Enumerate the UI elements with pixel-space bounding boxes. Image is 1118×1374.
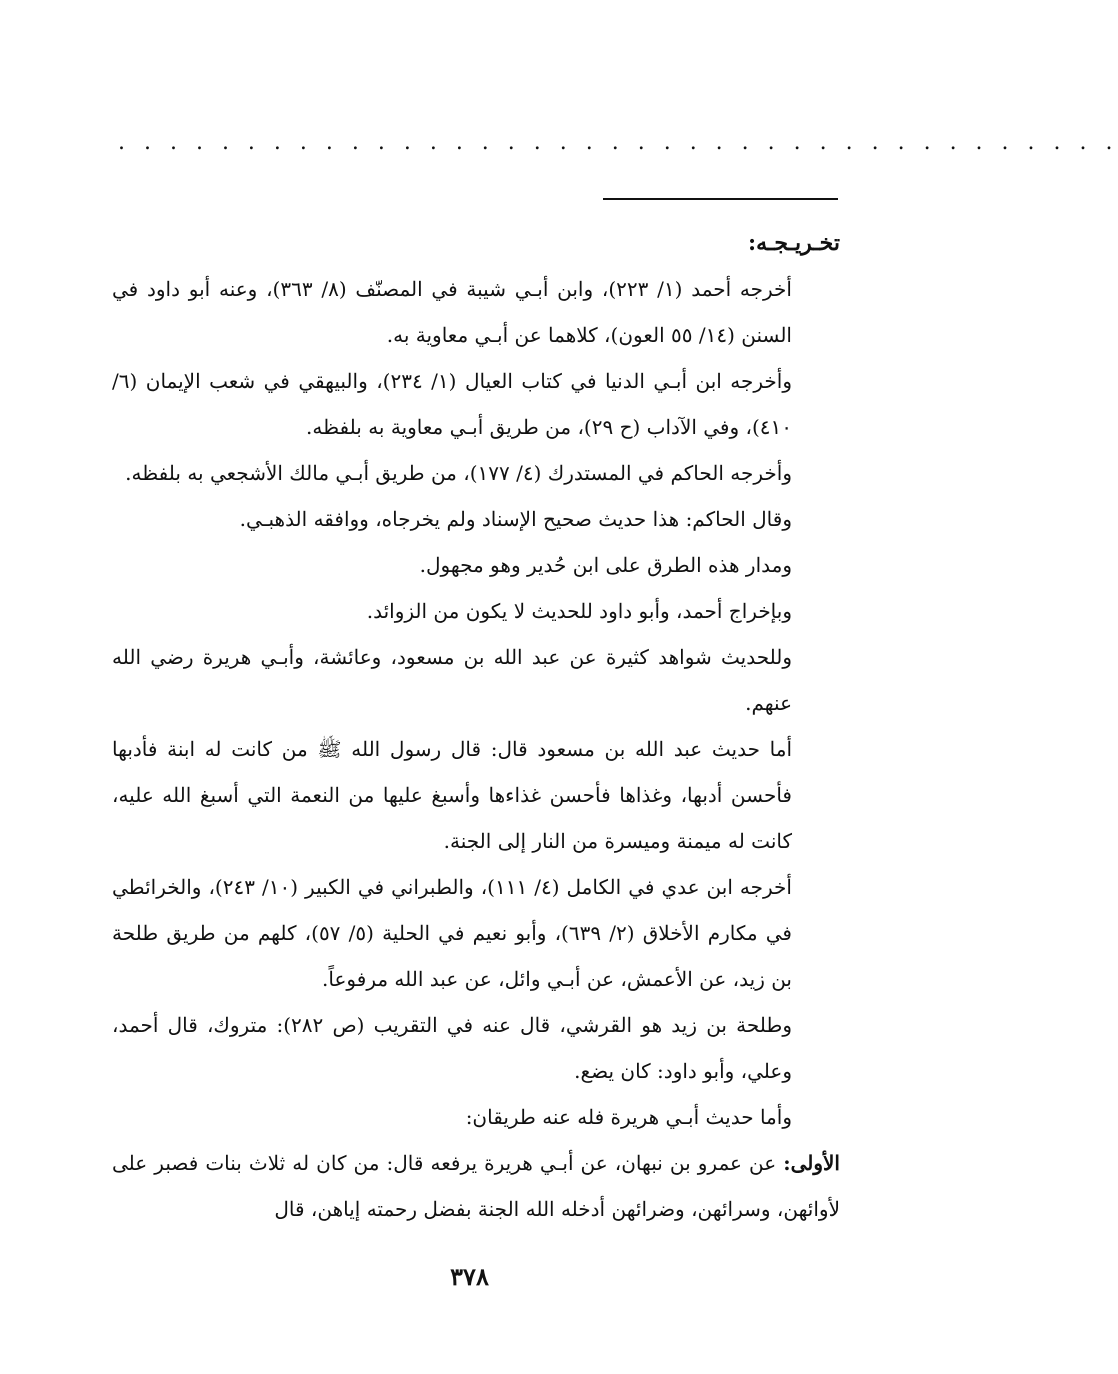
paragraph-11: وأما حديث أبـي هريرة فله عنه طريقان:	[465, 1105, 792, 1129]
paragraph-lead: الأولى:	[783, 1151, 840, 1175]
paragraph-text: عن عمرو بن نبهان، عن أبـي هريرة يرفعه قال: من كان له ثلاث بنات فصبر على لأوائهن، وسرائهن، وضرائهن أدخله الله الجنة بفضل رحمته إياهن، قال	[112, 1151, 840, 1221]
paragraph-9: أخرجه ابن عدي في الكامل (٤/ ١١١)، والطبراني في الكبير (١٠/ ٢٤٣)، والخرائطي في مكارم الأخلاق (٢/ ٦٣٩)، وأبو نعيم في الحلية (٥/ ٥٧)، كلهم من طريق طلحة بن زيد، عن الأعمش، عن أبـي وائل، عن عبد الله مرفوعاً.	[112, 875, 792, 991]
paragraph-8: أما حديث عبد الله بن مسعود قال: قال رسول الله ﷺ من كانت له ابنة فأدبها فأحسن أدبها، وغذاها فأحسن غذاءها وأسبغ عليها من النعمة التي أسبغ الله عليه، كانت له ميمنة وميسرة من النار إلى الجنة.	[112, 737, 792, 853]
paragraph-6: وبإخراج أحمد، وأبو داود للحديث لا يكون من الزوائد.	[366, 599, 792, 623]
paragraph-4: وقال الحاكم: هذا حديث صحيح الإسناد ولم يخرجاه، ووافقه الذهبـي.	[239, 507, 792, 531]
paragraph-10: وطلحة بن زيد هو القرشي، قال عنه في التقريب (ص ٢٨٢): متروك، قال أحمد، وعلي، وأبو داود: كان يضع.	[112, 1013, 792, 1083]
section-rule	[603, 198, 838, 200]
page-number: ٣٧٨	[450, 1262, 489, 1291]
paragraph-1: أخرجه أحمد (١/ ٢٢٣)، وابن أبـي شيبة في المصنّف (٨/ ٣٦٣)، وعنه أبو داود في السنن (١٤/ ٥٥ العون)، كلاهما عن أبـي معاوية به.	[112, 277, 792, 347]
paragraph-3: وأخرجه الحاكم في المستدرك (٤/ ١٧٧)، من طريق أبـي مالك الأشجعي به بلفظه.	[125, 461, 792, 485]
dotted-separator: . . . . . . . . . . . . . . . . . . . . . . . . . . . . . . . . . . . . . . .	[118, 130, 1118, 155]
section-heading: تخـريـجـه:	[747, 230, 840, 256]
paragraph-7: وللحديث شواهد كثيرة عن عبد الله بن مسعود، وعائشة، وأبـي هريرة رضي الله عنهم.	[112, 645, 792, 715]
paragraph-12	[112, 1140, 840, 1232]
page-body	[112, 220, 840, 1232]
paragraph-2: وأخرجه ابن أبـي الدنيا في كتاب العيال (١/ ٢٣٤)، والبيهقي في شعب الإيمان (٦/ ٤١٠)، وفي الآداب (ح ٢٩)، من طريق أبـي معاوية به بلفظه.	[112, 369, 792, 439]
paragraph-5: ومدار هذه الطرق على ابن حُدير وهو مجهول.	[419, 553, 792, 577]
